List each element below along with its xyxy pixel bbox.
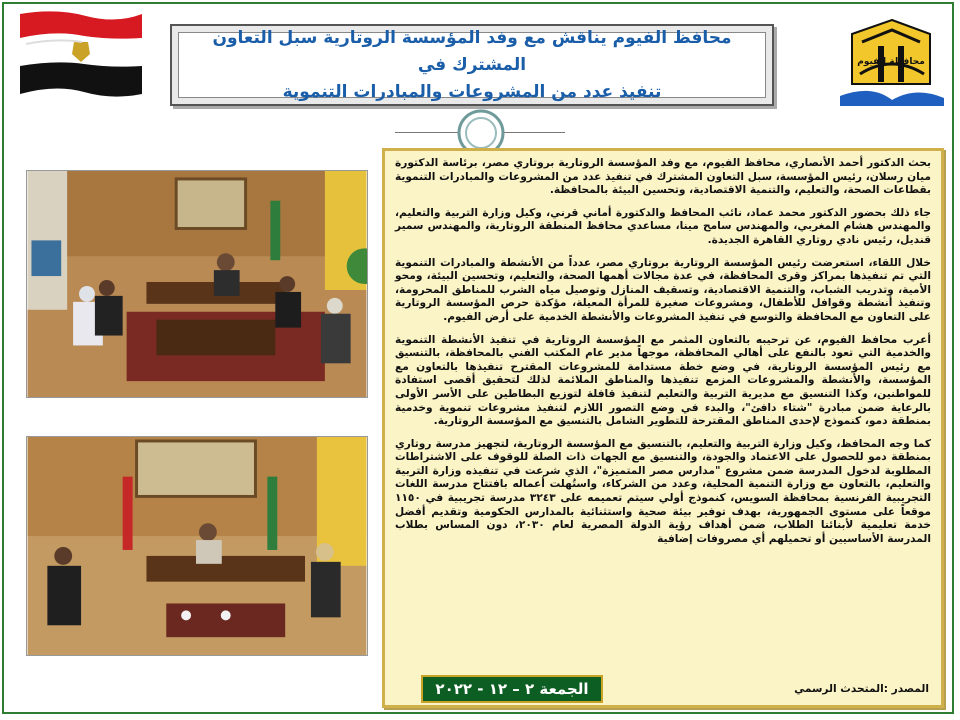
meeting-photo-2: [26, 436, 368, 656]
article-box: [382, 148, 944, 708]
article-paragraph-1: بحث الدكتور أحمد الأنصاري، محافظ الفيوم، مع وفد المؤسسة الروتارية بروتاري مصر، برئاسة الدكتورة ميان رسلان، رئيس المؤسسة، سبل التعاون المشترك في تنفيذ عدد من المشروعات والمبادرات التنموية بقطاعات الصحة، والتعليم، والتنمية الاقتصادية، وتحسين البيئة بالمحافظة.: [395, 157, 931, 197]
article-paragraph-2: جاء ذلك بحضور الدكتور محمد عماد، نائب المحافظ والدكتورة أماني قرني، وكيل وزارة التربية والتعليم، والمهندس هشام المغربي، والمهندس سامح مينا، مساعدي محافظ المنطقة الروتارية، والمهندس سمير قنديل، رئيس نادي روتاري القاهرة الجديدة.: [395, 206, 931, 246]
headline-box: [170, 24, 774, 106]
meeting-photo-1: [26, 170, 368, 398]
meeting-photo-1-image: [27, 171, 367, 397]
headline: [179, 25, 765, 106]
headline-line-2: تنفيذ عدد من المشروعات والمبادرات التنموية: [282, 81, 662, 102]
headline-inner: [178, 27, 766, 102]
egypt-flag-icon: [16, 8, 146, 100]
article-paragraph-3: خلال اللقاء، استعرضت رئيس المؤسسة الروتارية بروتاري مصر، عدداً من الأنشطة والمبادرات التنموية التي تم تنفيذها بمراكز وقرى المحافظة، في عدة مجالات أهمها الصحة، والتعليم، وتحسين البيئة، ومحو الأمية، وتدريب الشباب، والتنمية الاقتصادية، وتسقيف المنازل وتوصيل مياه الشرب للمناطق المحرومة، وتنفيذ أنشطة وقوافل للأطفال، ومشروعات صغيرة للمرأة المعيلة، مؤكدة حرص المؤسسة الروتارية على التعاون مع المحافظة والتوسع في تنفيذ المشروعات والأنشطة الخدمية على أرض الفيوم.: [395, 256, 931, 323]
date-badge: [421, 675, 603, 703]
headline-line-1: محافظ الفيوم يناقش مع وفد المؤسسة الروتارية سبل التعاون المشترك في: [212, 27, 732, 75]
article-body: [385, 151, 941, 546]
article-paragraph-4: أعرب محافظ الفيوم، عن ترحيبه بالتعاون المثمر مع المؤسسة الروتارية في تنفيذ الأنشطة التنموية والخدمية التي تعود بالنفع على أهالي المحافظة، موجهاً مدير عام المكتب الفني بالمحافظة، بالتنسيق مع رئيس المؤسسة الروتارية، في وضع خطة مستدامة للمشروعات المقترح تنفيذها بالتعاون مع المؤسسة، والأنشطة والمشروعات المزمع تنفيذها والمناطق الملائمة لذلك لتحقيق أقصى استفادة للمواطنين، وكذا التنسيق مع مديرية التربية والتعليم لتنفيذ قافلة لتوزيع البطاطين على الأسر الأولى بالرعاية ضمن مبادرة "شتاء دافئ"، والبدء في وضع التصور اللازم لتنفيذ مشروعات تنموية وخدمية بمنطقة دمو، كنموذج لإحدى المناطق المقترحة للتطوير الشامل بالتنسيق مع المؤسسة الروتارية.: [395, 333, 931, 428]
fayoum-governorate-logo: [832, 14, 950, 110]
article-paragraph-5: كما وجه المحافظ، وكيل وزارة التربية والتعليم، بالتنسيق مع المؤسسة الروتارية، لتجهيز مدرسة روتاري بمنطقة دمو للحصول على الاعتماد والجودة، والتنسيق مع الجهات ذات الصلة للوقوف على الاشتراطات المطلوبة لدخول المدرسة ضمن مشروع "مدارس مصر المتميزة"، الذي شرعت في تنفيذه وزارة التربية والتعليم، بالتعاون مع وزارة التنمية المحلية، وعدد من الشركاء، واستُهلت أعماله بافتتاح مدرسة اللغات التجريبية الفرنسية بمحافظة السويس، كنموذج أولي سيتم تعميمه على ٣٢٤٣ مدرسة تجريبية في ١١٥٠ موقعاً على مستوى الجمهورية، بهدف توفير بيئة صحية واستثنائية بالمدارس الحكومية وتقديم أفضل خدمة تعليمية لأبنائنا الطلاب، ضمن أهداف رؤية الدولة المصرية لعام ٢٠٣٠، دون المساس بطلاب المدرسة الأساسيين أو تحميلهم أي مصروفات إضافية: [395, 437, 931, 545]
logo-text: محافظة الفيوم: [857, 57, 925, 67]
date-text: الجمعة ٢ – ١٢ - ٢٠٢٢: [435, 680, 589, 698]
article-source: المصدر :المتحدث الرسمي: [794, 683, 929, 695]
meeting-photo-2-image: [27, 437, 367, 655]
